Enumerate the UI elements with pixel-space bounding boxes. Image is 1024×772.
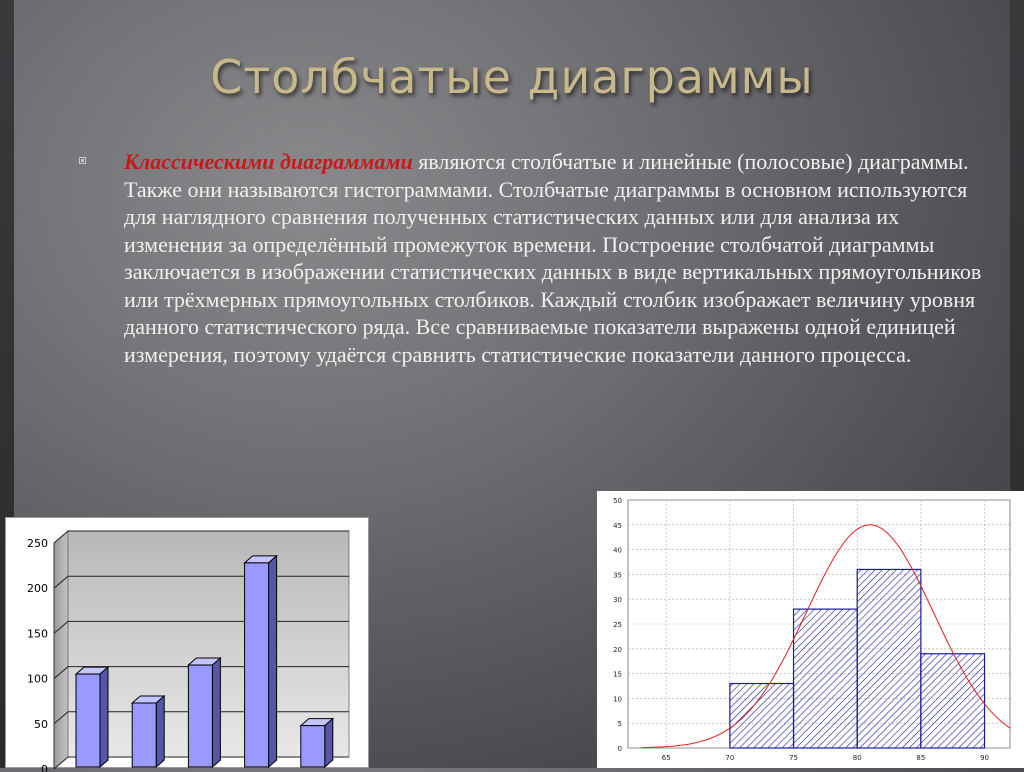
histogram-bar — [730, 684, 794, 748]
y-tick-label: 5 — [617, 720, 622, 729]
y-tick-label: 40 — [613, 546, 622, 555]
bar — [76, 674, 100, 767]
bar — [132, 703, 156, 767]
histogram-bar — [794, 609, 858, 748]
x-tick-label: 65 — [661, 754, 671, 762]
chart-side-wall — [54, 531, 68, 769]
bar — [301, 726, 325, 767]
y-tick-label: 150 — [27, 627, 48, 641]
y-tick-label: 35 — [613, 571, 622, 580]
bar-side — [212, 658, 220, 767]
body-paragraph — [124, 148, 984, 368]
y-tick-label: 100 — [27, 672, 48, 686]
histogram-chart-svg — [600, 491, 1024, 768]
slide-title: Столбчатые диаграммы — [210, 50, 814, 104]
y-tick-label: 50 — [34, 717, 48, 731]
y-tick-label: 0 — [41, 763, 48, 772]
y-tick-label: 20 — [613, 645, 622, 654]
y-tick-label: 25 — [613, 621, 622, 629]
bar-side — [100, 667, 108, 767]
bar — [188, 665, 212, 767]
x-tick-label: 90 — [980, 754, 989, 762]
x-tick-label: 75 — [789, 754, 798, 762]
y-tick-label: 10 — [613, 695, 622, 704]
histogram-bar — [921, 654, 985, 748]
bar-side — [269, 556, 277, 767]
y-tick-label: 200 — [27, 582, 48, 596]
bar-side — [325, 719, 333, 767]
y-tick-label: 250 — [27, 537, 48, 550]
histogram-chart — [597, 491, 1024, 768]
y-tick-label: 50 — [613, 497, 622, 505]
y-tick-label: 45 — [613, 521, 622, 530]
y-tick-label: 15 — [613, 670, 622, 679]
x-tick-label: 85 — [916, 754, 926, 762]
body-text: являются столбчатые и линейные (полосовые) диаграммы. Также они называются гистограммами. Столбчатые диаграммы в основном используются для наглядного сравнения полученных статистических данных или для анализа их изменения за определённый промежуток времени. Построение столбчатой диаграммы заключается в изображении статистических данных в виде вертикальных прямоугольников или трёхмерных прямоугольных столбиков. Каждый столбик изображает величину уровня данного статистического ряда. Все сравниваемые показатели выражены одной единицей измерения, поэтому удаётся сравнить статистические показатели данного процесса. — [124, 149, 982, 367]
bar-side — [156, 696, 164, 767]
y-tick-label: 0 — [617, 745, 622, 753]
histogram-bar — [857, 569, 921, 748]
y-tick-label: 30 — [613, 596, 622, 605]
bar-chart-3d — [5, 517, 369, 772]
x-tick-label: 70 — [725, 754, 735, 762]
highlighted-term: Классическими диаграммами — [124, 149, 413, 174]
bullet-icon — [79, 157, 86, 164]
bar — [245, 563, 269, 767]
bar-chart-3d-svg — [6, 518, 368, 772]
x-tick-label: 80 — [852, 754, 862, 762]
